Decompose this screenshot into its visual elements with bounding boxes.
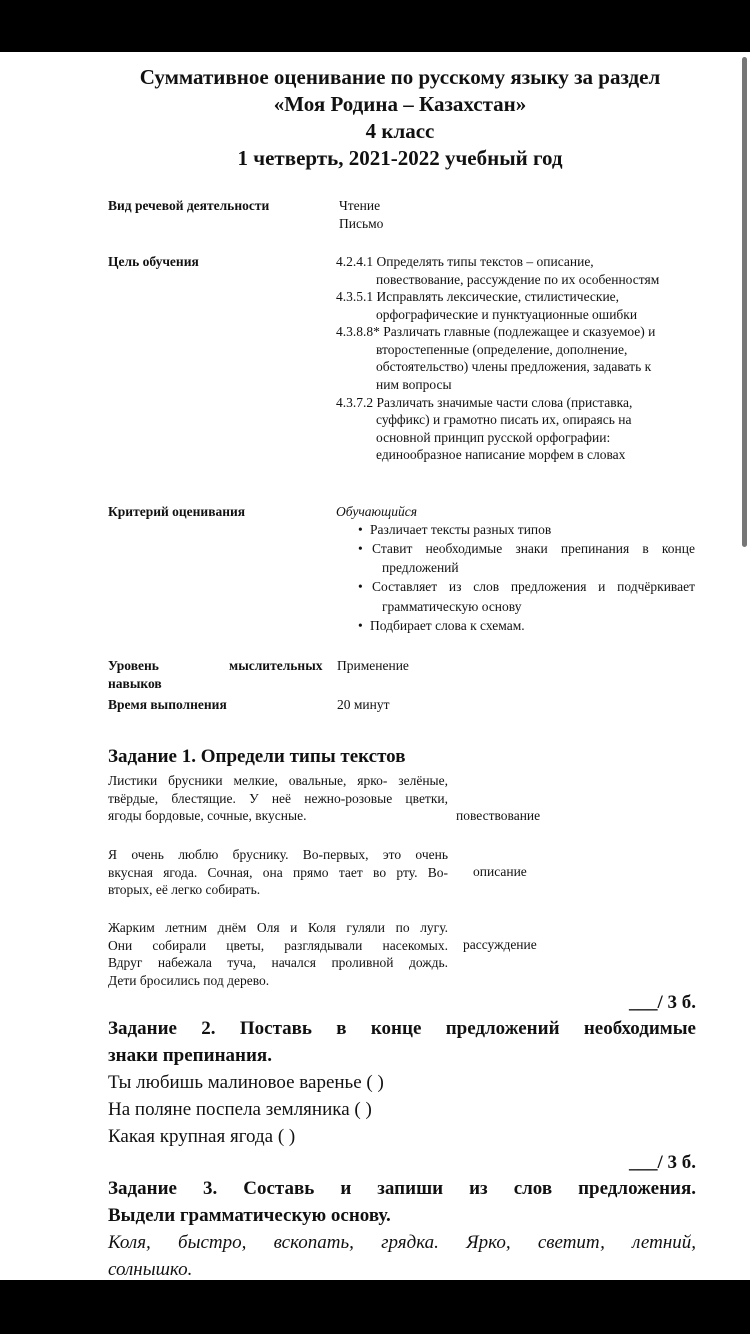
doc-title-line2: «Моя Родина – Казахстан»: [273, 92, 527, 116]
criteria-line: предложений: [382, 560, 459, 575]
bullet-icon: •: [358, 541, 363, 556]
criteria-label: Критерий оценивания: [108, 504, 246, 519]
task2-title-line1: Задание 2. Поставь в конце предложений необходимые: [108, 1018, 696, 1039]
speech-label: Вид речевой деятельности: [108, 198, 270, 213]
level-label-1: Уровень: [108, 658, 159, 673]
doc-title-line1: Суммативное оценивание по русскому языку за раздел: [139, 65, 661, 89]
criteria-line: Подбирает слова к схемам.: [370, 618, 525, 633]
goal-line: основной принцип русской орфографии:: [376, 430, 611, 445]
goal-line: орфографические и пунктуационные ошибки: [376, 307, 638, 322]
bullet-icon: •: [358, 522, 363, 537]
criteria-intro: Обучающийся: [336, 504, 418, 519]
task2-score: ___/ 3 б.: [628, 1152, 696, 1173]
task1-type-1: повествование: [456, 808, 541, 823]
task3-words-line1: Коля, быстро, вскопать, грядка. Ярко, светит, летний,: [108, 1232, 696, 1253]
task3-words-line2: солнышко.: [108, 1259, 193, 1280]
task2-sentence: Ты любишь малиновое варенье ( ): [108, 1072, 384, 1093]
criteria-line: Составляет из слов предложения и подчёркивает: [372, 579, 695, 594]
task3-title-line2: Выдели грамматическую основу.: [108, 1205, 391, 1226]
task1-title: Задание 1. Определи типы текстов: [108, 746, 406, 767]
goal-line: 4.3.5.1 Исправлять лексические, стилистические,: [336, 289, 620, 304]
task1-score: ___/ 3 б.: [628, 992, 696, 1013]
goal-line: 4.3.8.8* Различать главные (подлежащее и сказуемое) и: [336, 324, 656, 339]
goal-line: суффикс) и грамотно писать их, опираясь на: [376, 412, 632, 427]
level-label-3: навыков: [108, 676, 162, 691]
task1-text-2: Я очень люблю бруснику. Во-первых, это очень вкусная ягода. Сочная, она прямо тает во рту. Во- вторых, её легко собирать.: [108, 847, 448, 897]
goal-line: единообразное написание морфем в словах: [376, 447, 626, 462]
goal-line: ним вопросы: [376, 377, 452, 392]
goal-line: второстепенные (определение, дополнение,: [376, 342, 628, 357]
criteria-line: Ставит необходимые знаки препинания в конце: [372, 541, 695, 556]
speech-value-1: Чтение: [339, 198, 381, 213]
doc-title-line4: 1 четверть, 2021-2022 учебный год: [237, 146, 563, 170]
task1-text-1: Листики брусники мелкие, овальные, ярко- зелёные, твёрдые, блестящие. У неё нежно-розовые цветки, ягоды бордовые, сочные, вкусные.: [108, 773, 448, 823]
level-label-2: мыслительных: [229, 658, 323, 673]
bullet-icon: •: [358, 579, 363, 594]
time-label: Время выполнения: [108, 697, 227, 712]
task2-sentence: Какая крупная ягода ( ): [108, 1126, 296, 1147]
task2-sentence: На поляне поспела земляника ( ): [108, 1099, 372, 1120]
goal-label: Цель обучения: [108, 254, 199, 269]
goal-line: обстоятельство) члены предложения, задавать к: [376, 359, 652, 374]
criteria-line: Различает тексты разных типов: [370, 522, 552, 537]
task2-title-line2: знаки препинания.: [108, 1045, 272, 1066]
level-value: Применение: [337, 658, 409, 673]
goal-line: 4.2.4.1 Определять типы текстов – описание,: [336, 254, 594, 269]
time-value: 20 минут: [337, 697, 390, 712]
task1-type-3: рассуждение: [463, 937, 537, 952]
task3-title-line1: Задание 3. Составь и запиши из слов предложения.: [108, 1178, 696, 1199]
task1-text-3: Жарким летним днём Оля и Коля гуляли по лугу. Они собирали цветы, разглядывали насекомых. Вдруг набежала туча, начался проливной дождь. Дети бросились под дерево.: [108, 920, 448, 988]
criteria-line: грамматическую основу: [382, 599, 522, 614]
bullet-icon: •: [358, 618, 363, 633]
speech-value-2: Письмо: [339, 216, 384, 231]
doc-title-line3: 4 класс: [365, 119, 435, 143]
document-page: [0, 52, 750, 1280]
goal-line: повествование, рассуждение по их особенностям: [376, 272, 660, 287]
task1-type-2: описание: [473, 864, 527, 879]
goal-line: 4.3.7.2 Различать значимые части слова (приставка,: [336, 395, 633, 410]
